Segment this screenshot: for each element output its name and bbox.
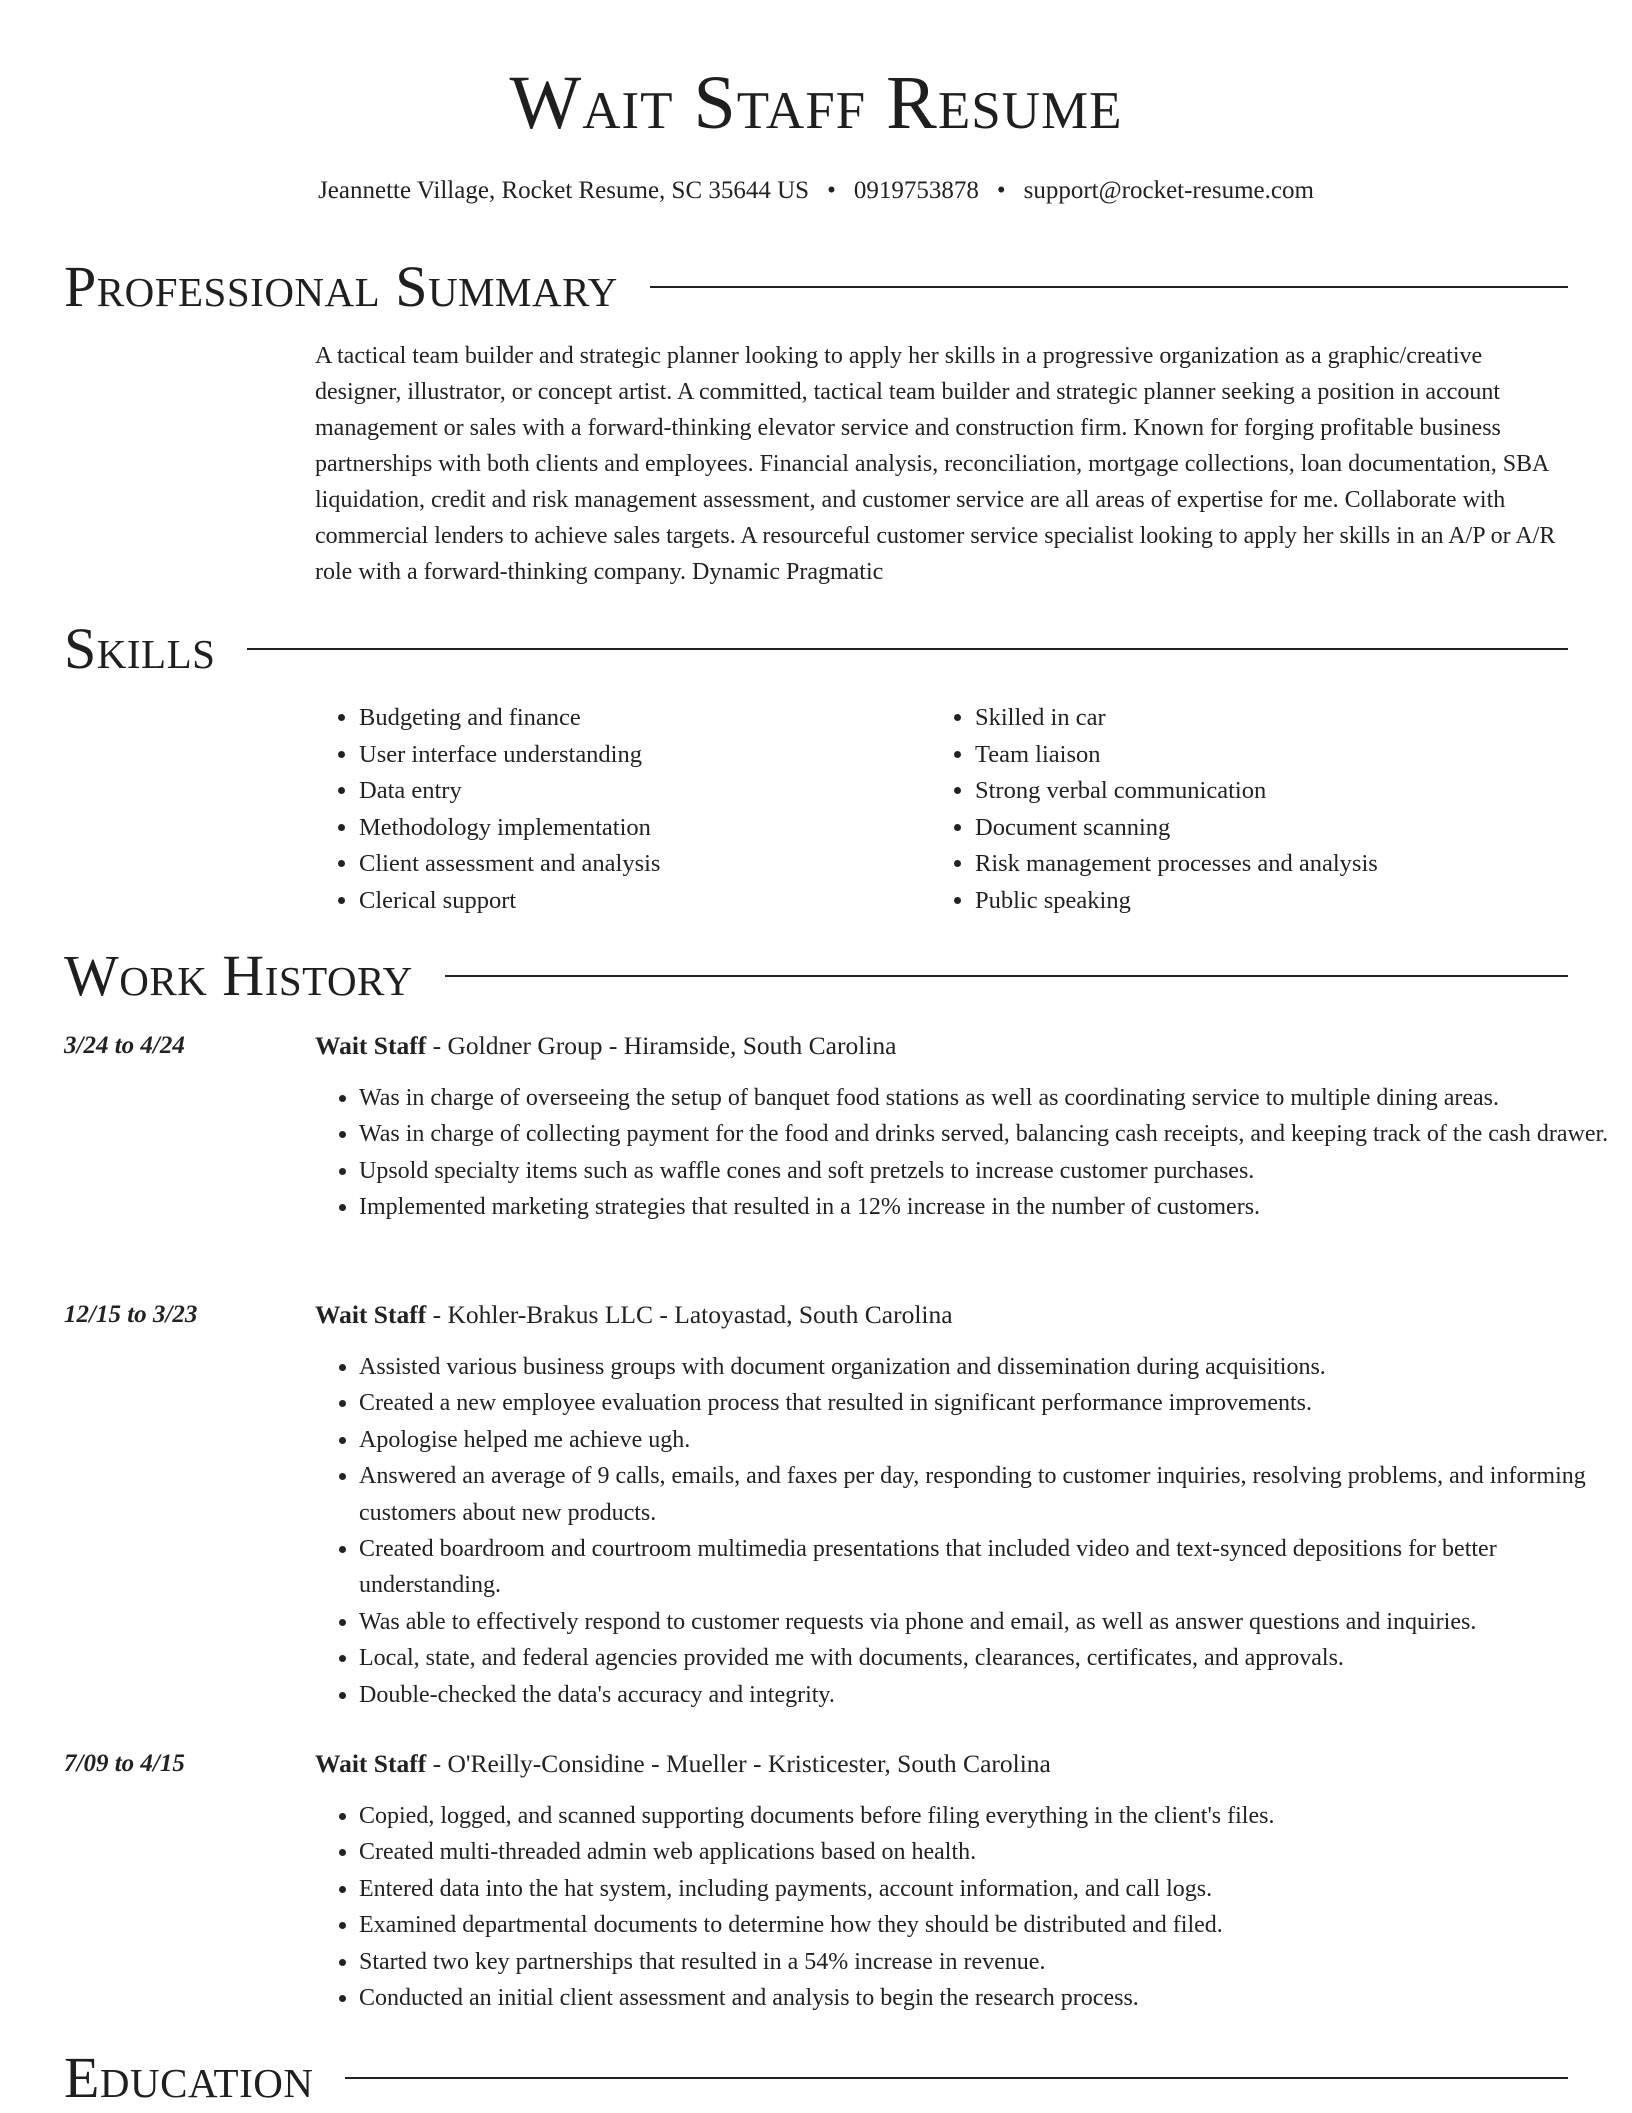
job-bullet: • Copied, logged, and scanned supporting documents before filing everything in the client's files. (359, 1798, 1609, 1834)
job-bullet: • Started two key partnerships that resulted in a 54% increase in revenue. (359, 1944, 1609, 1980)
skills-list-left (315, 700, 929, 919)
skill-item: • Skilled in car (975, 700, 1575, 737)
job-title-line (315, 1028, 896, 1064)
summary-text: A tactical team builder and strategic planner looking to apply her skills in a progressive organization as a graphic/creative designer, illustrator, or concept artist. A committed, tactical team builder and strategic planner seeking a position in account management or sales with a forward-thinking elevator service and construction firm. Known for forging profitable business partnerships with both clients and employees. Financial analysis, reconciliation, mortgage collections, loan documentation, SBA liquidation, credit and risk management assessment, and customer service are all areas of expertise for me. Collaborate with commercial lenders to achieve sales targets. A resourceful customer service specialist looking to apply her skills in an A/P or A/R role with a forward-thinking company. Dynamic Pragmatic (315, 343, 1556, 585)
skill-item: • Team liaison (975, 737, 1575, 774)
skill-item: • User interface understanding (359, 737, 929, 774)
work-heading: Work History (64, 943, 413, 1008)
job-bullet: • Assisted various business groups with document organization and dissemination during acquisitions. (359, 1349, 1609, 1385)
job-title-line (315, 1297, 953, 1333)
contact-address: Jeannette Village, Rocket Resume, SC 35644 US (318, 177, 810, 204)
job-role: Wait Staff (315, 1031, 427, 1060)
skill-item: • Budgeting and finance (359, 700, 929, 737)
skill-item: • Methodology implementation (359, 810, 929, 847)
skill-item: • Document scanning (975, 810, 1575, 847)
job-bullet: • Conducted an initial client assessment and analysis to begin the research process. (359, 1980, 1609, 2016)
job-bullet: • Created a new employee evaluation process that resulted in significant performance improvements. (359, 1385, 1609, 1421)
job-bullet: • Implemented marketing strategies that resulted in a 12% increase in the number of customers. (359, 1189, 1609, 1225)
job-employer: - Goldner Group - Hiramside, South Carolina (426, 1031, 897, 1060)
job-bullet: • Was able to effectively respond to customer requests via phone and email, as well as answer questions and inquiries. (359, 1604, 1609, 1640)
job-bullet: • Examined departmental documents to determine how they should be distributed and filed. (359, 1907, 1609, 1943)
job-dates: 7/09 to 4/15 (64, 1750, 185, 1777)
skills-list-right (931, 700, 1575, 919)
job-bullet: • Was in charge of overseeing the setup of banquet food stations as well as coordinating service to multiple dining areas. (359, 1080, 1609, 1116)
resume-title: Wait Staff Resume (509, 61, 1123, 145)
job-bullets (315, 1798, 1609, 2016)
skill-item: • Public speaking (975, 883, 1575, 920)
job-title-line (315, 1746, 1051, 1782)
summary-heading: Professional Summary (64, 254, 618, 319)
job-bullet: • Upsold specialty items such as waffle cones and soft pretzels to increase customer purchases. (359, 1153, 1609, 1189)
job-dates: 3/24 to 4/24 (64, 1032, 185, 1059)
job-bullet: • Answered an average of 9 calls, emails, and faxes per day, responding to customer inquiries, resolving problems, and informing customers about new products. (359, 1458, 1609, 1531)
skill-item: • Client assessment and analysis (359, 846, 929, 883)
job-employer: - Kohler-Brakus LLC - Latoyastad, South Carolina (426, 1300, 953, 1329)
contact-line (0, 174, 1632, 208)
job-bullet: • Local, state, and federal agencies provided me with documents, clearances, certificates, and approvals. (359, 1640, 1609, 1676)
job-bullet: • Was in charge of collecting payment for the food and drinks served, balancing cash receipts, and keeping track of the cash drawer. (359, 1116, 1609, 1152)
job-bullet: • Created multi-threaded admin web applications based on health. (359, 1834, 1609, 1870)
contact-separator: • (827, 177, 836, 204)
job-bullet: • Apologise helped me achieve ugh. (359, 1422, 1609, 1458)
section-divider (445, 975, 1568, 977)
education-section-header (64, 2043, 1568, 2113)
job-bullet: • Entered data into the hat system, including payments, account information, and call logs. (359, 1871, 1609, 1907)
section-divider (247, 648, 1568, 650)
job-bullets (315, 1080, 1609, 1226)
contact-separator: • (996, 177, 1006, 204)
summary-section-header (64, 252, 1568, 322)
skill-item: • Strong verbal communication (975, 773, 1575, 810)
job-bullet: • Created boardroom and courtroom multimedia presentations that included video and text-synced depositions for better understanding. (359, 1531, 1609, 1604)
job-bullets (315, 1349, 1609, 1713)
job-role: Wait Staff (315, 1749, 427, 1778)
skill-item: • Data entry (359, 773, 929, 810)
education-heading: Education (64, 2045, 314, 2110)
job-employer: - O'Reilly-Considine - Mueller - Kristicester, South Carolina (426, 1749, 1051, 1778)
job-dates: 12/15 to 3/23 (64, 1301, 198, 1328)
section-divider (650, 286, 1568, 288)
contact-phone: 0919753878 (853, 177, 979, 204)
section-divider (345, 2077, 1568, 2079)
job-bullet: • Double-checked the data's accuracy and integrity. (359, 1677, 1609, 1713)
contact-email: support@rocket-resume.com (1023, 177, 1314, 204)
job-role: Wait Staff (315, 1300, 427, 1329)
skills-section-header (64, 614, 1568, 684)
skills-heading: Skills (64, 616, 216, 681)
skill-item: • Risk management processes and analysis (975, 846, 1575, 883)
skill-item: • Clerical support (359, 883, 929, 920)
work-section-header (64, 941, 1568, 1011)
